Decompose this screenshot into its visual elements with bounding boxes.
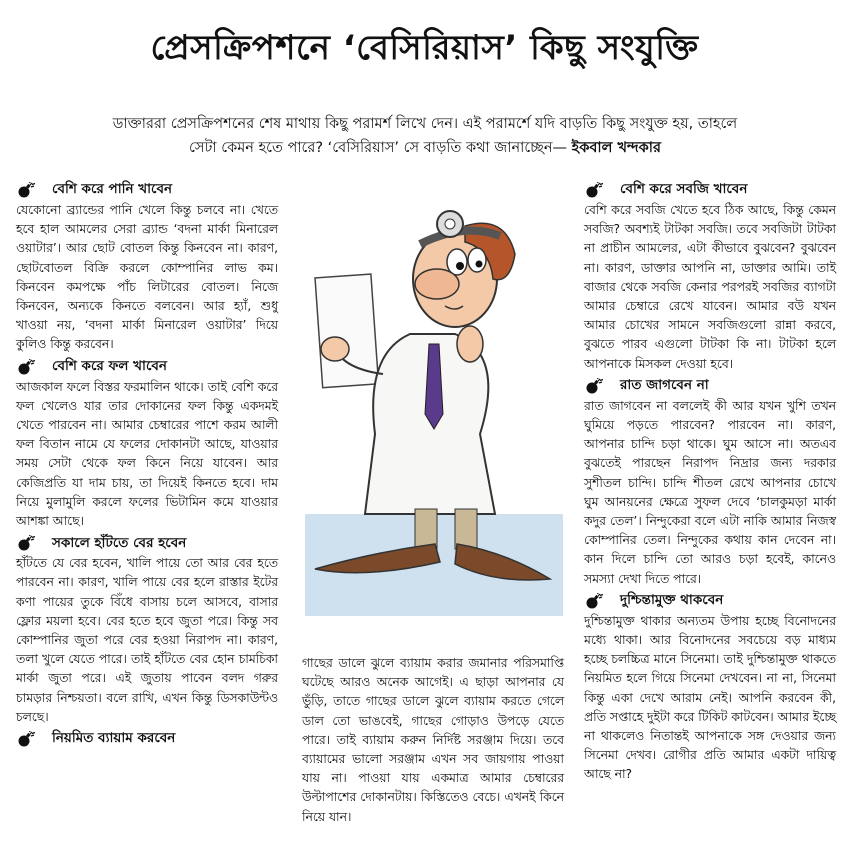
section-heading-walk — [16, 533, 278, 553]
section-heading-exercise — [16, 729, 278, 749]
doctor-illustration — [305, 184, 563, 616]
bomb-icon — [16, 535, 42, 551]
section-body-night: রাত জাগবেন না বললেই কী আর যখন খুশি তখন ঘুমিয়ে পড়তে পারবেন? পারবেন না। কারণ, আপনার চান্দি চড়া থাকে। ঘুম আসে না। অতএব বুঝতেই পারছেন নিরাপদ নিদ্রার জন্য দরকার সুশীতল চান্দি। চান্দি শীতল রেখে আপনার চোখে ঘুম আনয়নের ক্ষেত্রে সুফল দেবে ‘চালকুমড়া মার্কা কদুর তেল’। নিন্দুকেরা বলে এটা নাকি আমার নিজস্ব কোম্পানির তেল। নিন্দুকের কথায় কান দেবেন না। কান দিলে চান্দি তো আরও চড়া হবেই, কানেও সমস্যা দেখা দিতে পারে। — [584, 398, 836, 586]
author-name: ইকবাল খন্দকার — [571, 140, 661, 156]
page-title: প্রেসক্রিপশনে ‘বেসিরিয়াস’ কিছু সংযুক্তি — [150, 28, 699, 68]
heading-text: বেশি করে সবজি খাবেন — [620, 181, 748, 198]
bomb-icon — [584, 593, 610, 609]
column-left — [16, 178, 278, 750]
heading-text: দুশ্চিন্তামুক্ত থাকবেন — [620, 592, 724, 609]
section-body-fruit: আজকাল ফলে বিস্তর ফরমালিন থাকে। তাই বেশি করে ফল খেলেও যার তার দোকানের ফল কিন্তু একদমই খেতে পারবেন না। আমার চেম্বারের পাশে করম আলী ফল বিতান নামে যে ফলের দোকানটা আছে, যাওয়ার সময় সেটা থেকে ফল কিনে নিয়ে যাবেন। আর কেজিপ্রতি যা দাম চায়, তা দিয়েই কিনতে হবে। দাম নিয়ে মুলামুলি করলে ফলের ভিটামিন কমে যাওয়ার আশঙ্কা আছে। — [16, 379, 278, 529]
bomb-icon — [584, 182, 610, 198]
heading-text: বেশি করে ফল খাবেন — [52, 358, 167, 375]
heading-text: নিয়মিত ব্যায়াম করবেন — [52, 730, 176, 747]
intro-line1: ডাক্তাররা প্রেসক্রিপশনের শেষ মাথায় কিছু পরামর্শ লিখে দেন। এই পরামর্শে যদি বাড়তি কিছু সংযুক্ত হয়, তাহলে — [112, 116, 738, 132]
heading-text: সকালে হাঁটতে বের হবেন — [52, 534, 187, 551]
section-body-worry: দুশ্চিন্তামুক্ত থাকার অন্যতম উপায় হচ্ছে বিনোদনের মধ্যে থাকা। আর বিনোদনের সবচেয়ে বড় মাধ্যম হচ্ছে চলচ্চিত্র মানে সিনেমা। তাই দুশ্চিন্তামুক্ত থাকতে নিয়মিত হলে গিয়ে সিনেমা দেখবেন। না না, সিনেমা কিন্তু একা দেখে আরাম নেই। আপনি করবেন কী, প্রতি সপ্তাহে দুইটা করে টিকিট কাটবেন। আমার ইচ্ছে না থাকলেও নিতান্তই আপনাকে সঙ্গ দেওয়ার জন্য সিনেমা দেখব। রোগীর প্রতি আমার একটা দায়িত্ব আছে না? — [584, 613, 836, 782]
heading-text: রাত জাগবেন না — [620, 377, 709, 394]
section-heading-veg — [584, 180, 836, 200]
bomb-icon — [584, 378, 610, 394]
section-body-water: যেকোনো ব্র্যান্ডের পানি খেলে কিন্তু চলবে না। খেতে হবে হাল আমলের সেরা ব্র্যান্ড ‘বদনা মার্কা মিনারেল ওয়াটার’। আর ছোট বোতল কিন্তু কিনবেন না। কারণ, ছোটবোতল বিক্রি করলে কোম্পানির লাভ কম। কিনবেন কমপক্ষে পাঁচ লিটারের বোতল। নিজে কিনবেন, অন্যকে কিনতে বলবেন। আর হ্যাঁ, শুধু খাওয়া নয়, ‘বদনা মার্কা মিনারেল ওয়াটার’ দিয়ে কুলিও কিন্তু করবেন। — [16, 203, 278, 352]
intro — [40, 112, 810, 160]
section-heading-fruit — [16, 357, 278, 377]
section-heading-water — [16, 180, 278, 200]
section-body-veg: বেশি করে সবজি খেতে হবে ঠিক আছে, কিন্তু কেমন সবজি? অবশ্যই টাটকা সবজি। তবে সবজিটা টাটকা না প্রাচীন আমলের, এটা কীভাবে বুঝবেন? বুঝবেন না। কারণ, ডাক্তার আপনি না, ডাক্তার আমি। তাই বাজার থেকে সবজি কেনার পরপরই সবজির ব্যাগটা আমার চেম্বারে রেখে যাবেন। আমার বউ যখন আমার চোখের সামনে সবজিগুলো রান্না করবে, বুঝতে পারব এগুলো টাটকা কি না। টাটকা হলে আপনাকে মিসকল দেওয়া হবে। — [584, 203, 836, 371]
section-body-walk: হাঁটতে যে বের হবেন, খালি পায়ে তো আর বের হতে পারবেন না। কারণ, খালি পায়ে বের হলে রাস্তার ইটের কণা পায়ের তুকে বিঁধে বাসায় চলে আসবে, বাসার ফ্লোর ময়লা হবে। বের হতে হবে জুতা পরে। কিন্তু সব কোম্পানির জুতা পরে বের হওয়া নিরাপদ না। কারণ, তলা খুলে যেতে পারে। তাই হাঁটতে বের হোন চামচিকা মার্কা জুতা পরে। এই জুতায় পাবেন বলদ গরুর চামড়ার নিশ্চয়তা। বলে রাখি, এখন কিন্তু ডিসকাউন্টও চলছে। — [16, 556, 278, 724]
section-body-exercise: গাছের ডালে ঝুলে ব্যায়াম করার জমানার পরিসমাপ্তি ঘটেছে আরও অনেক আগেই। এ ছাড়া আপনার যে ভুঁড়ি, তাতে গাছের ডালে ঝুলে ব্যায়াম করতে গেলে ডাল তো ভাঙবেই, গাছের গোড়াও উপড়ে যেতে পারে। তাই ব্যায়াম করুন নির্দিষ্ট সরঞ্জাম দিয়ে। তবে ব্যায়ামের ভালো সরঞ্জাম এখন সব জায়গায় পাওয়া যায় না। পাওয়া যায় একমাত্র আমার চেম্বারের উল্টাপাশের দোকানটায়। কিস্তিতেও বেচে। এখনই কিনে নিয়ে যান। — [302, 656, 564, 824]
bomb-icon — [16, 731, 42, 747]
column-right — [584, 178, 836, 785]
bomb-icon — [16, 359, 42, 375]
column-middle — [302, 654, 564, 827]
bomb-icon — [16, 182, 42, 198]
section-heading-worry — [584, 591, 836, 611]
section-heading-night — [584, 376, 836, 396]
intro-line2: সেটা কেমন হতে পারে? ‘বেসিরিয়াস’ সে বাড়তি কথা জানাচ্ছেন— — [189, 140, 568, 156]
heading-text: বেশি করে পানি খাবেন — [52, 181, 173, 198]
